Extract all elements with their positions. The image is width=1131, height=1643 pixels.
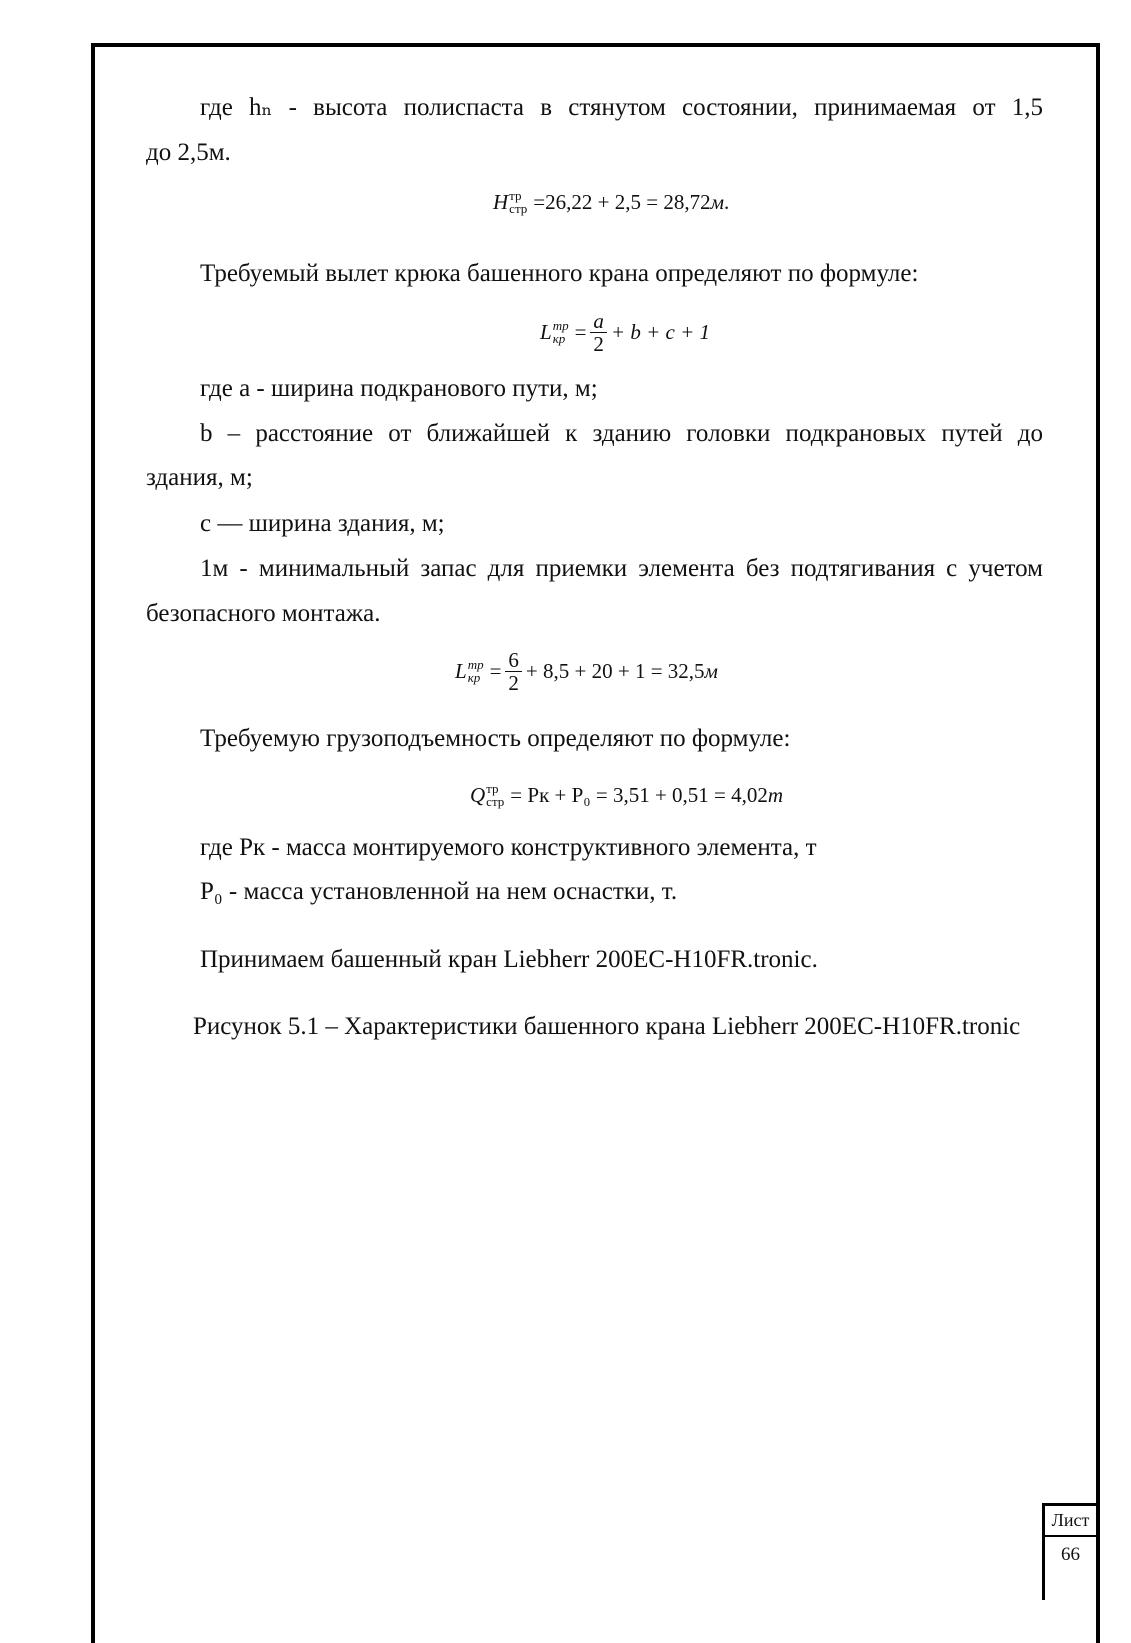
text-line: безопасного монтажа. bbox=[146, 600, 381, 627]
formula-sub: стр bbox=[486, 794, 505, 809]
formula-fraction bbox=[590, 310, 607, 355]
formula-var: Q bbox=[470, 782, 486, 807]
formula-fraction bbox=[505, 649, 522, 694]
formula-unit: м bbox=[704, 658, 718, 683]
sheet-stamp bbox=[1042, 1503, 1100, 1600]
formula-unit: м bbox=[710, 189, 724, 214]
formula-sup: тр bbox=[486, 781, 499, 796]
formula-rhs: + 8,5 + 20 + 1 = 32,5 bbox=[525, 658, 705, 683]
formula-equals: = bbox=[574, 319, 587, 344]
formula-rhs: =26,22 + 2,5 = 28,72 bbox=[533, 189, 711, 214]
formula-rhs: + b + c + 1 bbox=[610, 319, 711, 344]
formula-indices bbox=[553, 319, 569, 345]
text-line: P₀ - масса установленной на нем оснастки, т. bbox=[200, 878, 678, 905]
formula-h bbox=[493, 185, 729, 219]
formula-indices bbox=[486, 782, 504, 808]
formula-equals: = bbox=[489, 658, 502, 683]
formula-indices bbox=[509, 189, 527, 215]
text-line: где a - ширина подкранового пути, м; bbox=[200, 375, 598, 402]
formula-sup: тр bbox=[552, 318, 569, 333]
sheet-number: 66 bbox=[1061, 1544, 1080, 1565]
sheet-label: Лист bbox=[1051, 1510, 1090, 1530]
formula-sub: кр bbox=[467, 670, 481, 685]
formula-var: H bbox=[493, 189, 509, 214]
fraction-denominator: 2 bbox=[508, 670, 519, 695]
figure-caption: Рисунок 5.1 – Характеристики башенного крана Liebherr 200EC-H10FR.tronic bbox=[193, 1013, 1021, 1040]
formula-sub: кр bbox=[552, 331, 566, 346]
formula-rhs: = Pк + P₀ = 3,51 + 0,51 = 4,02 bbox=[510, 782, 768, 807]
text-line: где Pк - масса монтируемого конструктивного элемента, т bbox=[200, 834, 817, 861]
formula-var: L bbox=[540, 319, 552, 344]
formula-l-calc bbox=[455, 645, 718, 697]
text-line: c –– ширина здания, м; bbox=[200, 510, 445, 537]
formula-q bbox=[470, 778, 783, 812]
text-line: 1м - минимальный запас для приемки элемента без подтягивания с учетом bbox=[200, 555, 1043, 582]
formula-l-general bbox=[540, 306, 710, 358]
text-line: Требуемую грузоподъемность определяют по формуле: bbox=[200, 725, 791, 752]
formula-sup: тр bbox=[509, 188, 522, 203]
formula-var: L bbox=[455, 658, 467, 683]
formula-tail: . bbox=[723, 189, 730, 214]
text-line: где hₙ - высота полиспаста в стянутом состоянии, принимаемая от 1,5 bbox=[200, 94, 1043, 121]
formula-sub: стр bbox=[509, 201, 528, 216]
formula-unit: т bbox=[767, 782, 784, 807]
text-line: b – расстояние от ближайшей к зданию головки подкрановых путей до bbox=[200, 420, 1043, 447]
text-line: до 2,5м. bbox=[146, 139, 231, 166]
fraction-numerator: 6 bbox=[505, 649, 522, 672]
text-line: здания, м; bbox=[146, 464, 253, 491]
formula-sup: тр bbox=[467, 657, 484, 672]
text-line: Принимаем башенный кран Liebherr 200EC-H10FR.tronic. bbox=[200, 946, 818, 973]
formula-indices bbox=[468, 658, 484, 684]
fraction-denominator: 2 bbox=[593, 331, 604, 356]
fraction-numerator: a bbox=[590, 310, 607, 333]
text-line: Требуемый вылет крюка башенного крана определяют по формуле: bbox=[200, 260, 919, 287]
stamp-divider bbox=[1045, 1535, 1096, 1537]
